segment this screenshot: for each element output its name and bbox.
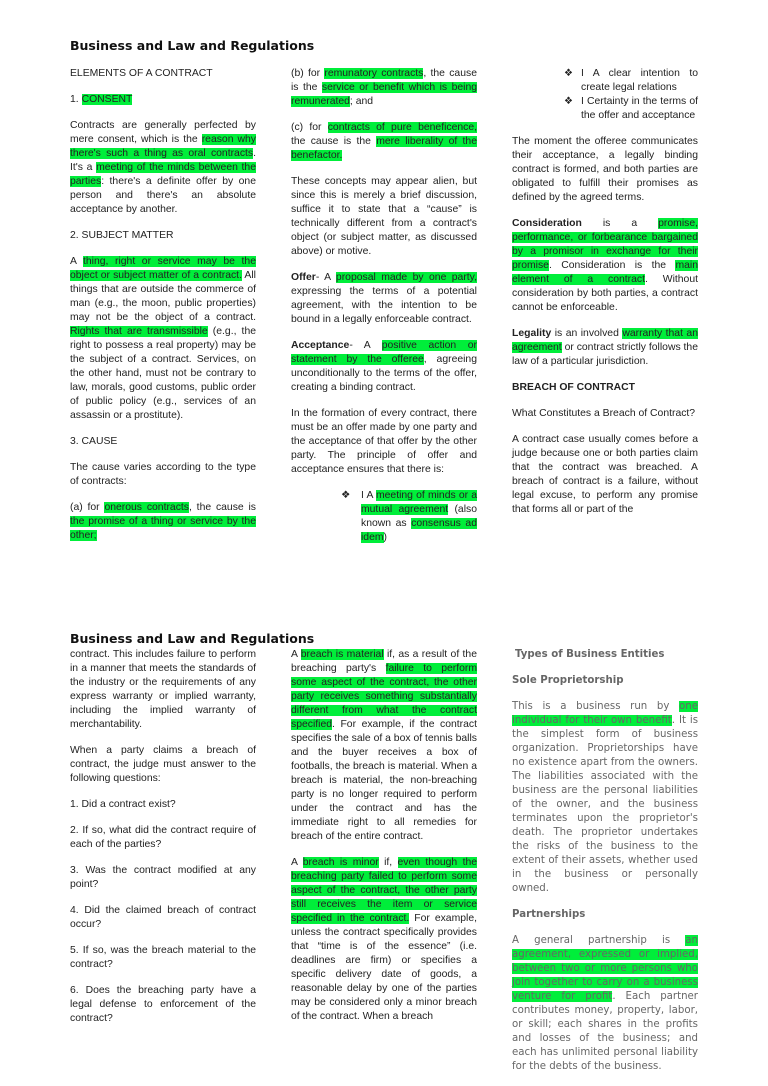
paragraph: What Constitutes a Breach of Contract? — [512, 408, 696, 419]
question: 4. Did the claimed breach of contract occur? — [70, 905, 256, 930]
bullet-list — [564, 67, 698, 123]
question: 3. Was the contract modified at any point? — [70, 865, 256, 890]
page-title: Business and Law and Regulations — [70, 631, 315, 646]
page2-column-1 — [70, 648, 256, 1038]
paragraph: These concepts may appear alien, but since this is merely a brief discussion, suffice it to state that a “cause” is technically different from a contract's object (or subject matter, as discussed above) or motive. — [291, 176, 477, 257]
paragraph: The cause varies according to the type of contracts: — [70, 462, 256, 487]
breach-heading: BREACH OF CONTRACT — [512, 382, 635, 393]
bullet-icon: ❖ — [564, 68, 573, 79]
section-heading: Types of Business Entities — [515, 649, 665, 660]
paragraph: A general partnership is an agreement, expressed or implied, between two or more persons who join together to carry on a business venture for profit. Each partner contributes money, property, labor, or skill; each shares in the profits and losses of the business; and each has unlimited personal liability for the debts of the business. — [512, 935, 698, 1072]
partnerships-heading: Partnerships — [512, 909, 586, 920]
paragraph: A breach is minor if, even though the breaching party failed to perform some aspect of the contract, the other party still receives the item or service specified in the contract. For example, unless the contract specifically provides that “time is of the essence” (i.e. deadlines are firm) or specifies a specific delivery date of goods, a reasonable delay by one of the parties may be considered only a minor breach of the contract. When a breach — [291, 857, 478, 1022]
page2-column-2 — [291, 648, 477, 1036]
page1-column-2 — [291, 67, 477, 545]
paragraph: This is a business run by one individual for their own benefit. It is the simplest form of business organization. Proprietorships have no existence apart from the owners. The liabilities associated with the business are the personal liabilities of the owner, and the business terminates upon the proprietor's death. The proprietor undertakes the risks of the business to the extent of their assets, whether used in the business or personally owned. — [512, 701, 699, 894]
paragraph: The moment the offeree communicates their acceptance, a legally binding contract is formed, and both parties are obligated to fulfill their promises as defined by the agreed terms. — [512, 136, 698, 203]
bullet-item: ❖ I Certainty in the terms of the offer and acceptance — [564, 96, 698, 121]
question: 2. If so, what did the contract require of each of the parties? — [70, 825, 256, 850]
bullet-item: ❖ I A meeting of minds or a mutual agreement (also known as consensus ad idem) — [341, 490, 477, 543]
question: 1. Did a contract exist? — [70, 799, 176, 810]
paragraph: Offer- A proposal made by one party, expressing the terms of a potential agreement, with the intention to be bound in a legally enforceable contract. — [291, 272, 477, 325]
page2-column-3 — [512, 648, 698, 1086]
paragraph: (c) for contracts of pure beneficence, the cause is the mere liberality of the benefactor. — [291, 122, 478, 161]
paragraph: Contracts are generally perfected by mere consent, which is the reason why there's such a thing as oral contracts. It's a meeting of the minds between the parties: there's a definite offer by one person and there's an absolute acceptance by another. — [70, 120, 256, 215]
paragraph: In the formation of every contract, there must be an offer made by one party and the acceptance of that offer by the other party. The principle of offer and acceptance ensures that there is: — [291, 408, 477, 475]
question: 5. If so, was the breach material to the contract? — [70, 945, 256, 970]
paragraph: A breach is material if, as a result of the breaching party's failure to perform some aspect of the contract, the other party receives something substantially different from what the contract specified. For example, if the contract specifies the sale of a box of tennis balls and the buyer receives a box of footballs, the breach is material. When a breach is material, the non-breaching party is no longer required to perform under the contract and has the immediate right to all remedies for breach of the entire contract. — [291, 649, 477, 842]
question: 6. Does the breaching party have a legal defense to enforcement of the contract? — [70, 985, 256, 1024]
subject-heading: 2. SUBJECT MATTER — [70, 230, 174, 241]
page-title: Business and Law and Regulations — [70, 38, 315, 53]
section-heading: ELEMENTS OF A CONTRACT — [70, 68, 213, 79]
paragraph: When a party claims a breach of contract, the judge must answer to the following questions: — [70, 745, 256, 784]
paragraph: A thing, right or service may be the object or subject matter of a contract. All things that are outside the commerce of man (e.g., the moon, public properties) may not be the object of a contract. Rights that are transmissible (e.g., the right to possess a real property) may be the subject of a contract. Services, on the other hand, must not be contrary to law, morals, good customs, public order of public policy (e.g., services of an assassin or a prostitute). — [70, 256, 256, 421]
sole-heading: Sole Proprietorship — [512, 675, 624, 686]
paragraph: A contract case usually comes before a judge because one or both parties claim that the contract was breached. A breach of contract is a failure, without legal excuse, to perform any promise that forms all or part of the — [512, 434, 698, 515]
consent-heading: 1. CONSENT — [70, 94, 133, 105]
paragraph: contract. This includes failure to perform in a manner that meets the standards of the industry or the requirements of any express warranty or implied warranty, including the implied warranty of merchantability. — [70, 649, 256, 730]
bullet-icon: ❖ — [341, 490, 351, 501]
paragraph: Acceptance- A positive action or statement by the offeree, agreeing unconditionally to the terms of the offer, creating a binding contract. — [291, 340, 477, 393]
paragraph: Consideration is a promise, performance, or forbearance bargained by a promisor in exchange for their promise. Consideration is the main element of a contract. Without consideration by both parties, a contract cannot be enforceable. — [512, 218, 698, 313]
cause-heading: 3. CAUSE — [70, 436, 118, 447]
bullet-icon: ❖ — [564, 96, 573, 107]
page1-column-3 — [512, 67, 698, 529]
paragraph: Legality is an involved warranty that an agreement or contract strictly follows the law of a particular jurisdiction. — [512, 328, 698, 367]
bullet-item: ❖ I A clear intention to create legal relations — [564, 68, 698, 93]
page1-column-1 — [70, 67, 256, 555]
paragraph: (a) for onerous contracts, the cause is the promise of a thing or service by the other; — [70, 502, 256, 541]
paragraph: (b) for remunatory contracts, the cause is the service or benefit which is being remunerated; and — [291, 68, 477, 107]
